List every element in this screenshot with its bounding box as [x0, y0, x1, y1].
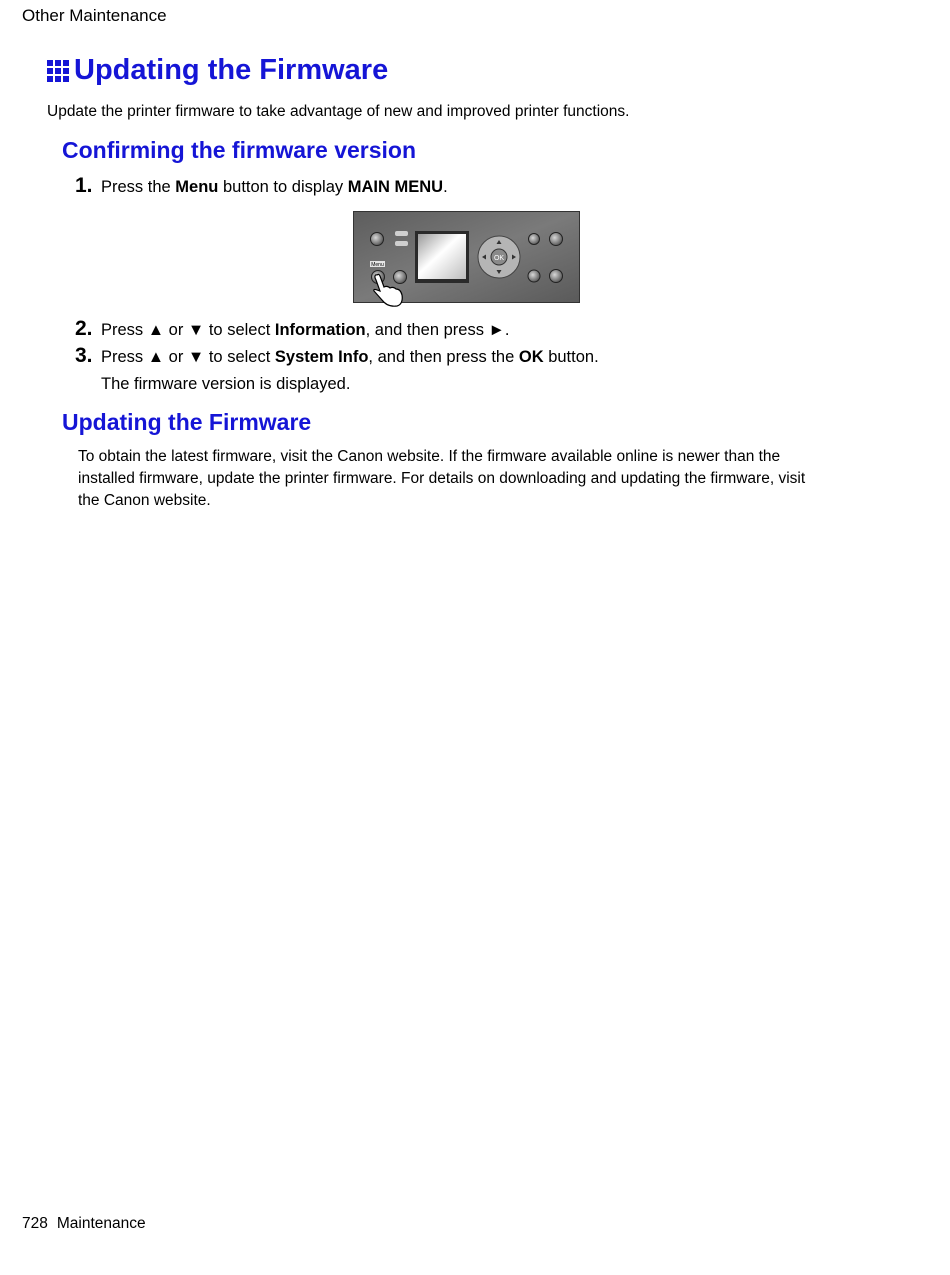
step-number: 1.	[75, 174, 93, 197]
section-grid-icon	[47, 60, 69, 82]
step-result-note: The firmware version is displayed.	[101, 375, 351, 393]
step-number: 3.	[75, 344, 93, 367]
page-number: 728	[22, 1215, 48, 1232]
panel-button	[371, 233, 384, 246]
panel-button	[528, 270, 540, 282]
ok-label: OK	[493, 255, 505, 262]
step-3: 3. Press ▲ or ▼ to select System Info, and then press the OK button.	[75, 344, 599, 367]
update-paragraph: To obtain the latest firmware, visit the Canon website. If the firmware available online is newer than the installed firmware, update the printer firmware. For details on downloading and updating the firmware, visit the Canon website.	[78, 448, 806, 509]
intro-text: Update the printer firmware to take advantage of new and improved printer functions.	[47, 103, 630, 120]
update-heading: Updating the Firmware	[62, 409, 312, 435]
panel-button	[395, 241, 408, 246]
panel-button	[395, 231, 408, 236]
running-header: Other Maintenance	[22, 6, 167, 25]
page-footer	[22, 1215, 146, 1233]
page-title: Updating the Firmware	[74, 54, 389, 86]
power-button	[550, 233, 563, 246]
step-2: 2. Press ▲ or ▼ to select Information, and then press ►.	[75, 317, 510, 340]
panel-button	[394, 271, 407, 284]
step-number: 2.	[75, 317, 93, 340]
lcd-screen	[418, 234, 466, 279]
panel-button	[550, 270, 563, 283]
menu-label: Menu	[371, 262, 384, 268]
confirm-heading: Confirming the firmware version	[62, 137, 417, 163]
footer-section: Maintenance	[56, 1215, 146, 1232]
step-1: 1. Press the Menu button to display MAIN MENU.	[75, 174, 448, 197]
operation-panel-illustration	[353, 211, 581, 311]
panel-button	[529, 234, 540, 245]
